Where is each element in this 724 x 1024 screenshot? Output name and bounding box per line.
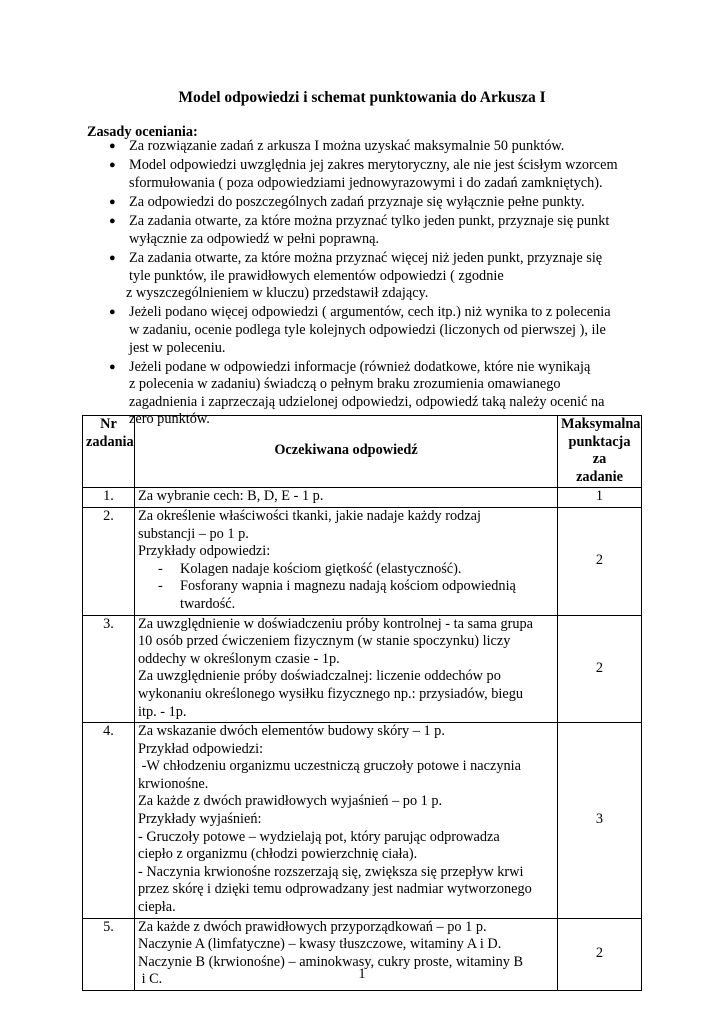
task-points: 2: [558, 507, 642, 615]
bullet-icon: ●: [109, 159, 116, 172]
rule-item: ● Za rozwiązanie zadań z arkusza I można uzyskać maksymalnie 50 punktów.: [109, 138, 565, 154]
table-row: [83, 507, 642, 615]
page-title: Model odpowiedzi i schemat punktowania do Arkusza I: [178, 89, 546, 106]
task-number: 5.: [83, 918, 135, 990]
task-answer: Za określenie właściwości tkanki, jakie nadaje każdy rodzaj substancji – po 1 p. Przykłady odpowiedzi: - Kolagen nadaje kościom giętkość (elastyczność). - Fosforany wapnia i magnezu nadają kościom odpowiednią twardość.: [135, 507, 558, 615]
task-number: 2.: [83, 507, 135, 615]
task-answer: Za uwzględnienie w doświadczeniu próby kontrolnej - ta sama grupa 10 osób przed ćwiczeniem fizycznym (w stanie spoczynku) liczy oddechy w określonym czasie - 1p. Za uwzględnienie próby doświadczalnej: liczenie oddechów po wykonaniu określonego wysiłku fizycznego np.: przysiadów, biegu itp. - 1p.: [135, 615, 558, 723]
page-number: 1: [358, 966, 366, 982]
table-row: [83, 488, 642, 508]
table-row: [83, 723, 642, 919]
rule-item: ● Jeżeli podano więcej odpowiedzi ( argumentów, cech itp.) niż wynika to z polecenia w zadaniu, ocenie podlega tyle kolejnych odpowiedzi (liczonych od pierwszej ), ile jest w poleceniu.: [109, 304, 611, 356]
task-answer: Za wybranie cech: B, D, E - 1 p.: [135, 488, 558, 508]
dash-list-item: - Kolagen nadaje kościom giętkość (elastyczność).: [158, 560, 462, 577]
task-points: 1: [558, 488, 642, 508]
rule-item: ● Za zadania otwarte, za które można przyznać tylko jeden punkt, przyznaje się punkt wyłącznie za odpowiedź w pełni poprawną.: [109, 213, 610, 247]
task-number: 4.: [83, 723, 135, 919]
bullet-icon: ●: [109, 360, 116, 373]
task-number: 3.: [83, 615, 135, 723]
header-answer: Oczekiwana odpowiedź: [135, 416, 558, 488]
bullet-icon: ●: [109, 251, 116, 264]
task-answer: Za wskazanie dwóch elementów budowy skóry – 1 p. Przykład odpowiedzi: -W chłodzeniu organizmu uczestniczą gruczoły potowe i naczynia krwionośne. Za każde z dwóch prawidłowych wyjaśnień – po 1 p. Przykłady wyjaśnień: - Gruczoły potowe – wydzielają pot, który parując odprowadza ciepło z organizmu (chłodzi powierzchnię ciała). - Naczynia krwionośne rozszerzają się, zwiększa się przepływ krwi przez skórę i dzięki temu odprowadzany jest nadmiar wytworzonego ciepła.: [135, 723, 558, 919]
rule-item: ● Jeżeli podane w odpowiedzi informacje (również dodatkowe, które nie wynikają z polecenia w zadaniu) świadczą o pełnym braku zrozumienia omawianego zagadnienia i zaprzeczają udzielonej odpowiedzi, odpowiedź taką należy ocenić na zero punktów.: [109, 358, 605, 428]
task-answer: Za każde z dwóch prawidłowych przyporządkowań – po 1 p. Naczynie A (limfatyczne) – kwasy tłuszczowe, witaminy A i D. Naczynie B (krwionośne) – aminokwasy, cukry proste, witaminy B i C.: [135, 918, 558, 990]
task-points: 3: [558, 723, 642, 919]
bullet-icon: ●: [109, 215, 116, 228]
bullet-icon: ●: [109, 195, 116, 208]
task-points: 2: [558, 918, 642, 990]
header-nr: Nr zadania: [83, 416, 135, 488]
answer-table: [82, 415, 642, 991]
rule-item: ● Model odpowiedzi uwzględnia jej zakres merytoryczny, ale nie jest ścisłym wzorcem sformułowania ( poza odpowiedziami jednowyrazowymi i do zadań zamkniętych).: [109, 157, 618, 191]
table-header-row: [83, 416, 642, 488]
rule-item: ● Za zadania otwarte, za które można przyznać więcej niż jeden punkt, przyznaje się tyle punktów, ile prawidłowych elementów odpowiedzi ( zgodnie z wyszczególnieniem w kluczu) przedstawił zdający.: [109, 249, 603, 302]
task-number: 1.: [83, 488, 135, 508]
bullet-icon: ●: [109, 140, 116, 152]
bullet-icon: ●: [109, 306, 116, 319]
rules-list: [107, 138, 667, 431]
task-points: 2: [558, 615, 642, 723]
rules-heading: Zasady oceniania:: [87, 124, 198, 140]
rule-item: ● Za odpowiedzi do poszczególnych zadań przyznaje się wyłącznie pełne punkty.: [109, 193, 585, 210]
header-max-points: Maksymalna punktacja za zadanie: [558, 416, 642, 488]
dash-list-item: - Fosforany wapnia i magnezu nadają kościom odpowiednią twardość.: [158, 578, 516, 612]
table-row: [83, 615, 642, 723]
